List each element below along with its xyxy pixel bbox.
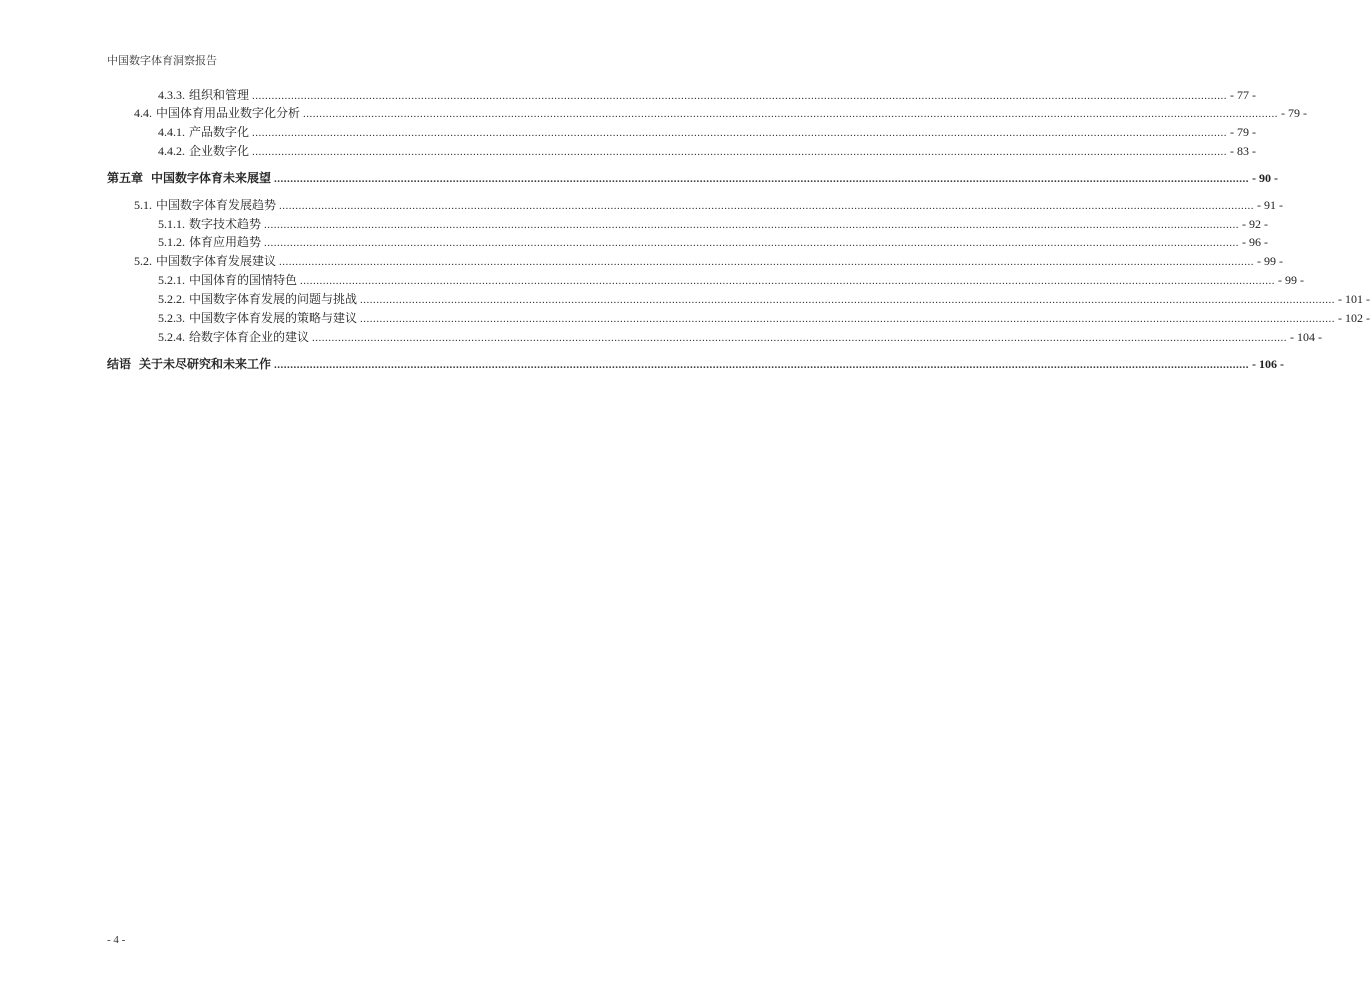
toc-entry-title: 中国体育用品业数字化分析 bbox=[156, 106, 301, 120]
page-number: - 4 - bbox=[107, 934, 126, 946]
toc-entry-number: 5.2. bbox=[134, 254, 152, 268]
toc-entry-title: 关于未尽研究和未来工作 bbox=[139, 357, 272, 371]
toc-entry-number: 第五章 bbox=[107, 171, 144, 185]
toc-entry-page: - 91 - bbox=[1257, 198, 1284, 212]
toc-entry-title: 中国体育的国情特色 bbox=[189, 273, 298, 287]
toc-dot-leader: ............................................................................................................................................................................................................................................................................................................ bbox=[360, 313, 1336, 325]
toc-entry-number: 4.4.1. bbox=[158, 125, 185, 139]
toc-entry-number: 5.2.3. bbox=[158, 311, 185, 325]
toc-entry[interactable] bbox=[134, 197, 1284, 214]
toc-entry[interactable] bbox=[158, 143, 1257, 160]
toc-entry-title: 中国数字体育未来展望 bbox=[151, 171, 272, 185]
toc-entry-title: 体育应用趋势 bbox=[189, 235, 262, 249]
toc-entry-page: - 96 - bbox=[1242, 235, 1269, 249]
toc-entry-page: - 77 - bbox=[1230, 88, 1257, 102]
toc-dot-leader: ............................................................................................................................................................................................................................................................................................................ bbox=[264, 237, 1240, 249]
toc-entry[interactable] bbox=[158, 291, 1370, 308]
toc-entry[interactable] bbox=[158, 272, 1305, 289]
toc-entry-number: 5.1.1. bbox=[158, 217, 185, 231]
toc-entry-number: 5.1. bbox=[134, 198, 152, 212]
toc-dot-leader: ............................................................................................................................................................................................................................................................................................................ bbox=[279, 256, 1255, 268]
toc-entry-title: 产品数字化 bbox=[189, 125, 250, 139]
toc-entry-title: 中国数字体育发展的问题与挑战 bbox=[189, 292, 358, 306]
toc-entry-title: 中国数字体育发展趋势 bbox=[156, 198, 277, 212]
toc-entry[interactable] bbox=[107, 170, 1279, 187]
toc-entry-title: 中国数字体育发展的策略与建议 bbox=[189, 311, 358, 325]
toc-entry[interactable] bbox=[158, 216, 1269, 233]
toc-dot-leader: ............................................................................................................................................................................................................................................................................................................ bbox=[274, 359, 1250, 371]
toc-dot-leader: ............................................................................................................................................................................................................................................................................................................ bbox=[312, 332, 1288, 344]
toc-entry-title: 组织和管理 bbox=[189, 88, 250, 102]
toc-entry-page: - 90 - bbox=[1252, 171, 1279, 185]
toc-entry-title: 中国数字体育发展建议 bbox=[156, 254, 277, 268]
toc-entry[interactable] bbox=[134, 253, 1284, 270]
toc-entry-page: - 104 - bbox=[1290, 330, 1323, 344]
toc-entry[interactable] bbox=[134, 105, 1308, 122]
toc-dot-leader: ............................................................................................................................................................................................................................................................................................................ bbox=[252, 90, 1228, 102]
toc-entry-number: 结语 bbox=[107, 357, 132, 371]
toc-entry-page: - 79 - bbox=[1281, 106, 1308, 120]
toc-dot-leader: ............................................................................................................................................................................................................................................................................................................ bbox=[279, 200, 1255, 212]
toc-dot-leader: ............................................................................................................................................................................................................................................................................................................ bbox=[303, 108, 1279, 120]
toc-entry-number: 5.2.2. bbox=[158, 292, 185, 306]
toc-entry-number: 5.2.1. bbox=[158, 273, 185, 287]
toc-entry-number: 4.3.3. bbox=[158, 88, 185, 102]
toc-entry[interactable] bbox=[107, 356, 1285, 373]
toc-entry-page: - 101 - bbox=[1338, 292, 1370, 306]
toc-entry-title: 给数字体育企业的建议 bbox=[189, 330, 310, 344]
toc-entry-number: 4.4. bbox=[134, 106, 152, 120]
toc-dot-leader: ............................................................................................................................................................................................................................................................................................................ bbox=[252, 146, 1228, 158]
toc-dot-leader: ............................................................................................................................................................................................................................................................................................................ bbox=[274, 173, 1250, 185]
toc-entry[interactable] bbox=[158, 87, 1257, 104]
toc-entry-number: 4.4.2. bbox=[158, 144, 185, 158]
toc-entry-number: 5.1.2. bbox=[158, 235, 185, 249]
toc-dot-leader: ............................................................................................................................................................................................................................................................................................................ bbox=[264, 219, 1240, 231]
toc-entry[interactable] bbox=[158, 124, 1257, 141]
toc-dot-leader: ............................................................................................................................................................................................................................................................................................................ bbox=[300, 275, 1276, 287]
toc-entry-title: 企业数字化 bbox=[189, 144, 250, 158]
toc-entry[interactable] bbox=[158, 310, 1370, 327]
toc-entry-page: - 99 - bbox=[1278, 273, 1305, 287]
toc-entry-number: 5.2.4. bbox=[158, 330, 185, 344]
toc-entry-page: - 106 - bbox=[1252, 357, 1285, 371]
toc-entry-page: - 79 - bbox=[1230, 125, 1257, 139]
toc-entry-page: - 99 - bbox=[1257, 254, 1284, 268]
toc-entry-page: - 92 - bbox=[1242, 217, 1269, 231]
toc-entry[interactable] bbox=[158, 234, 1269, 251]
toc-entry-title: 数字技术趋势 bbox=[189, 217, 262, 231]
toc-entry[interactable] bbox=[158, 329, 1323, 346]
toc-entry-page: - 102 - bbox=[1338, 311, 1370, 325]
toc-entry-page: - 83 - bbox=[1230, 144, 1257, 158]
running-header: 中国数字体育洞察报告 bbox=[107, 54, 217, 67]
toc-dot-leader: ............................................................................................................................................................................................................................................................................................................ bbox=[360, 294, 1336, 306]
toc-dot-leader: ............................................................................................................................................................................................................................................................................................................ bbox=[252, 127, 1228, 139]
